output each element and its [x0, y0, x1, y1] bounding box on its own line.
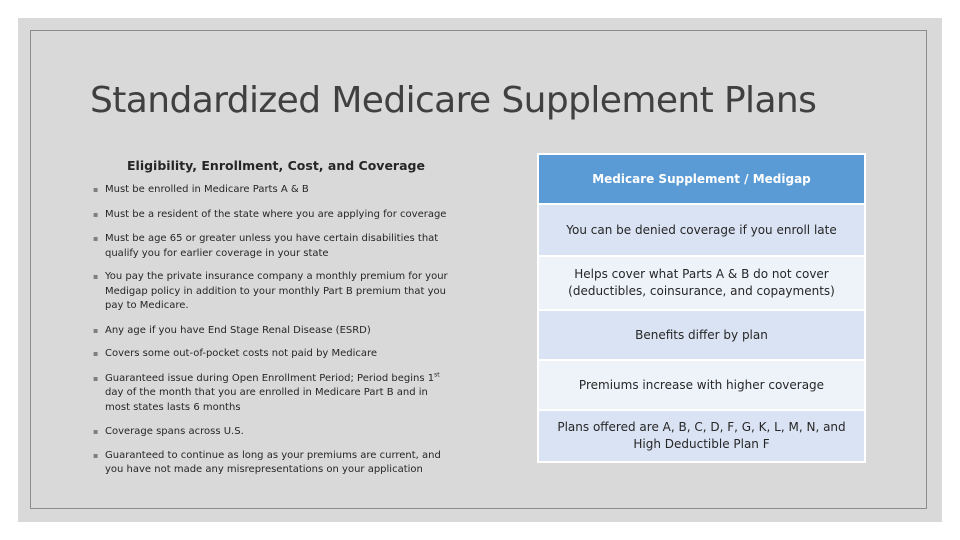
bullet-item: ▪ Must be age 65 or greater unless you have certain disabilities that qualify you for earlier coverage in your state — [93, 232, 453, 261]
table-row — [538, 256, 865, 310]
ordinal-superscript: st — [434, 371, 440, 379]
bullet-text: day of the month that you are enrolled in Medicare Part B and in most states lasts 6 months — [105, 387, 428, 413]
medigap-table — [537, 153, 866, 463]
table-row — [538, 204, 865, 256]
bullet-item: ▪ Any age if you have End Stage Renal Disease (ESRD) — [93, 324, 453, 339]
bullet-text: Guaranteed issue during Open Enrollment Period; Period begins 1 — [105, 372, 435, 384]
bullet-item: ▪ Covers some out-of-pocket costs not paid by Medicare — [93, 347, 453, 362]
bullet-item: ▪ Must be enrolled in Medicare Parts A & B — [93, 183, 453, 198]
slide-title: Standardized Medicare Supplement Plans — [90, 80, 817, 121]
table-header-row — [538, 154, 865, 204]
bullet-item: ▪ Guaranteed to continue as long as your premiums are current, and you have not made any misrepresentations on your application — [93, 449, 453, 478]
bullet-item: ▪ You pay the private insurance company a monthly premium for your Medigap policy in addition to your monthly Part B premium that you pay to Medicare. — [93, 270, 453, 314]
table-cell: Benefits differ by plan — [538, 310, 865, 360]
left-column-heading: Eligibility, Enrollment, Cost, and Coverage — [127, 158, 425, 173]
table-header-cell: Medicare Supplement / Medigap — [538, 154, 865, 204]
table-cell: Helps cover what Parts A & B do not cover (deductibles, coinsurance, and copayments) — [538, 256, 865, 310]
bullet-item: ▪ Coverage spans across U.S. — [93, 425, 453, 440]
table-cell: You can be denied coverage if you enroll late — [538, 204, 865, 256]
bullet-item: ▪ Must be a resident of the state where you are applying for coverage — [93, 208, 453, 223]
table-row — [538, 410, 865, 462]
table-row — [538, 310, 865, 360]
table-cell: Plans offered are A, B, C, D, F, G, K, L, M, N, and High Deductible Plan F — [538, 410, 865, 462]
bullet-item — [93, 372, 453, 416]
table-cell: Premiums increase with higher coverage — [538, 360, 865, 410]
table-row — [538, 360, 865, 410]
eligibility-bullet-list — [93, 183, 453, 478]
